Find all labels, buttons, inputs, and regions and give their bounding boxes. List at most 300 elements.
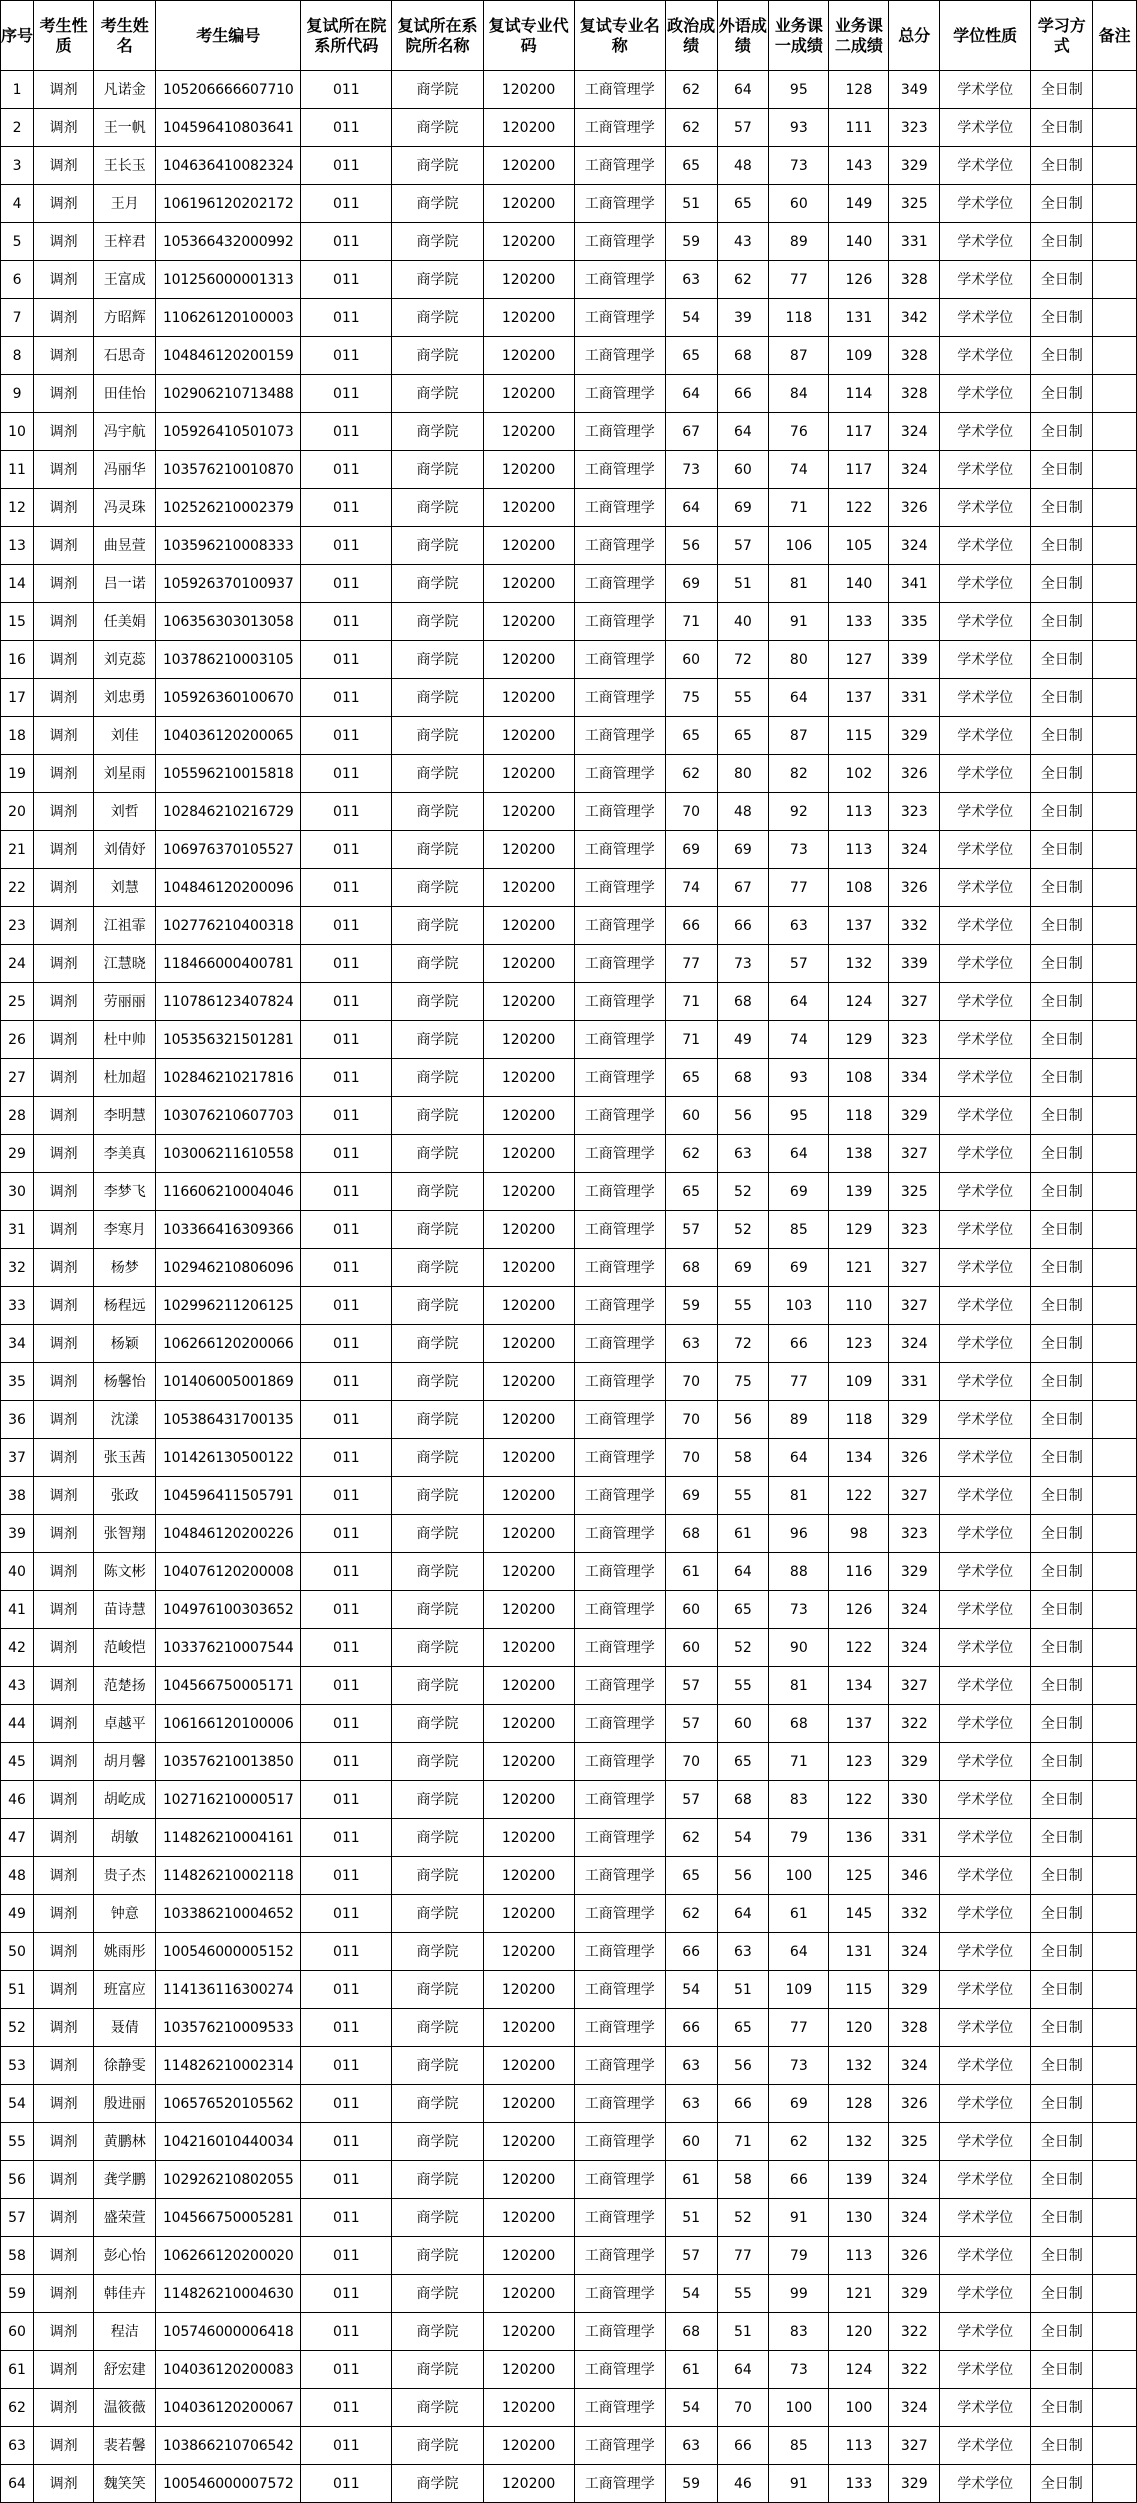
cell-course1: 74 (769, 1021, 829, 1059)
cell-politics: 65 (665, 1059, 717, 1097)
cell-seq: 42 (1, 1629, 34, 1667)
cell-seq: 35 (1, 1363, 34, 1401)
cell-major-code: 120200 (483, 1629, 574, 1667)
cell-language: 66 (717, 2427, 769, 2465)
cell-seq: 21 (1, 831, 34, 869)
cell-id: 104636410082324 (156, 147, 301, 185)
cell-dept-code: 011 (301, 1173, 392, 1211)
cell-degree: 学术学位 (940, 679, 1031, 717)
cell-dept-code: 011 (301, 717, 392, 755)
cell-dept-name: 商学院 (392, 1971, 483, 2009)
cell-type: 调剂 (34, 1705, 94, 1743)
cell-politics: 70 (665, 793, 717, 831)
cell-course1: 77 (769, 261, 829, 299)
cell-course2: 122 (829, 1781, 889, 1819)
cell-course1: 91 (769, 603, 829, 641)
cell-remarks (1093, 679, 1137, 717)
cell-mode: 全日制 (1031, 1287, 1093, 1325)
cell-degree: 学术学位 (940, 1135, 1031, 1173)
cell-major-name: 工商管理学 (574, 2085, 665, 2123)
cell-name: 殷进丽 (94, 2085, 156, 2123)
cell-id: 106166120100006 (156, 1705, 301, 1743)
cell-type: 调剂 (34, 1021, 94, 1059)
cell-total: 325 (889, 2123, 940, 2161)
cell-remarks (1093, 603, 1137, 641)
cell-remarks (1093, 907, 1137, 945)
cell-seq: 57 (1, 2199, 34, 2237)
cell-degree: 学术学位 (940, 603, 1031, 641)
cell-type: 调剂 (34, 71, 94, 109)
cell-remarks (1093, 1249, 1137, 1287)
cell-remarks (1093, 1895, 1137, 1933)
cell-politics: 66 (665, 907, 717, 945)
cell-mode: 全日制 (1031, 717, 1093, 755)
cell-major-name: 工商管理学 (574, 1477, 665, 1515)
cell-id: 103786210003105 (156, 641, 301, 679)
cell-mode: 全日制 (1031, 1667, 1093, 1705)
cell-id: 106266120200020 (156, 2237, 301, 2275)
cell-total: 329 (889, 1553, 940, 1591)
cell-seq: 17 (1, 679, 34, 717)
cell-course1: 77 (769, 869, 829, 907)
cell-id: 102716210000517 (156, 1781, 301, 1819)
cell-degree: 学术学位 (940, 907, 1031, 945)
cell-politics: 62 (665, 1819, 717, 1857)
cell-remarks (1093, 2009, 1137, 2047)
cell-politics: 65 (665, 147, 717, 185)
cell-degree: 学术学位 (940, 755, 1031, 793)
cell-degree: 学术学位 (940, 983, 1031, 1021)
table-body (1, 71, 1137, 2503)
table-row (1, 755, 1137, 793)
cell-type: 调剂 (34, 983, 94, 1021)
cell-major-name: 工商管理学 (574, 1401, 665, 1439)
cell-language: 55 (717, 679, 769, 717)
cell-mode: 全日制 (1031, 603, 1093, 641)
cell-degree: 学术学位 (940, 2161, 1031, 2199)
cell-dept-name: 商学院 (392, 1819, 483, 1857)
cell-type: 调剂 (34, 489, 94, 527)
table-row (1, 1629, 1137, 1667)
cell-dept-code: 011 (301, 1629, 392, 1667)
cell-degree: 学术学位 (940, 1781, 1031, 1819)
table-row (1, 1667, 1137, 1705)
cell-remarks (1093, 831, 1137, 869)
cell-course1: 68 (769, 1705, 829, 1743)
cell-major-code: 120200 (483, 717, 574, 755)
table-row (1, 413, 1137, 451)
cell-dept-code: 011 (301, 1325, 392, 1363)
cell-dept-name: 商学院 (392, 1933, 483, 1971)
cell-major-code: 120200 (483, 1743, 574, 1781)
cell-dept-name: 商学院 (392, 185, 483, 223)
cell-politics: 63 (665, 1325, 717, 1363)
cell-course1: 88 (769, 1553, 829, 1591)
table-row (1, 337, 1137, 375)
cell-mode: 全日制 (1031, 1857, 1093, 1895)
cell-course2: 134 (829, 1667, 889, 1705)
cell-name: 范楚扬 (94, 1667, 156, 1705)
cell-major-code: 120200 (483, 1857, 574, 1895)
cell-degree: 学术学位 (940, 1591, 1031, 1629)
cell-seq: 8 (1, 337, 34, 375)
cell-major-name: 工商管理学 (574, 375, 665, 413)
cell-major-name: 工商管理学 (574, 1325, 665, 1363)
cell-seq: 39 (1, 1515, 34, 1553)
cell-language: 73 (717, 945, 769, 983)
cell-type: 调剂 (34, 717, 94, 755)
cell-major-name: 工商管理学 (574, 185, 665, 223)
cell-language: 70 (717, 2389, 769, 2427)
cell-major-name: 工商管理学 (574, 603, 665, 641)
cell-dept-name: 商学院 (392, 2047, 483, 2085)
cell-major-code: 120200 (483, 907, 574, 945)
cell-dept-name: 商学院 (392, 223, 483, 261)
cell-seq: 26 (1, 1021, 34, 1059)
cell-id: 114826210004630 (156, 2275, 301, 2313)
cell-major-code: 120200 (483, 527, 574, 565)
cell-dept-code: 011 (301, 1857, 392, 1895)
cell-course1: 73 (769, 147, 829, 185)
cell-type: 调剂 (34, 1059, 94, 1097)
cell-id: 102926210802055 (156, 2161, 301, 2199)
cell-total: 329 (889, 717, 940, 755)
cell-dept-name: 商学院 (392, 1249, 483, 1287)
cell-dept-code: 011 (301, 1781, 392, 1819)
cell-type: 调剂 (34, 2085, 94, 2123)
cell-course1: 73 (769, 1591, 829, 1629)
cell-degree: 学术学位 (940, 1021, 1031, 1059)
table-row (1, 869, 1137, 907)
table-row (1, 831, 1137, 869)
cell-degree: 学术学位 (940, 1933, 1031, 1971)
cell-politics: 77 (665, 945, 717, 983)
cell-language: 68 (717, 983, 769, 1021)
cell-degree: 学术学位 (940, 489, 1031, 527)
cell-major-name: 工商管理学 (574, 1591, 665, 1629)
cell-id: 110786123407824 (156, 983, 301, 1021)
cell-remarks (1093, 1743, 1137, 1781)
table-row (1, 375, 1137, 413)
cell-type: 调剂 (34, 1667, 94, 1705)
cell-name: 冯灵珠 (94, 489, 156, 527)
table-row (1, 1325, 1137, 1363)
cell-seq: 13 (1, 527, 34, 565)
cell-total: 326 (889, 2237, 940, 2275)
cell-course2: 108 (829, 869, 889, 907)
cell-language: 61 (717, 1515, 769, 1553)
cell-id: 106976370105527 (156, 831, 301, 869)
cell-major-name: 工商管理学 (574, 679, 665, 717)
cell-type: 调剂 (34, 1743, 94, 1781)
cell-major-name: 工商管理学 (574, 869, 665, 907)
cell-id: 104036120200083 (156, 2351, 301, 2389)
cell-type: 调剂 (34, 527, 94, 565)
cell-dept-name: 商学院 (392, 1629, 483, 1667)
cell-name: 刘佳 (94, 717, 156, 755)
cell-mode: 全日制 (1031, 451, 1093, 489)
cell-major-code: 120200 (483, 185, 574, 223)
cell-dept-name: 商学院 (392, 299, 483, 337)
cell-degree: 学术学位 (940, 2237, 1031, 2275)
cell-name: 张智翔 (94, 1515, 156, 1553)
cell-major-name: 工商管理学 (574, 1819, 665, 1857)
cell-degree: 学术学位 (940, 299, 1031, 337)
cell-course1: 103 (769, 1287, 829, 1325)
cell-mode: 全日制 (1031, 2351, 1093, 2389)
cell-major-code: 120200 (483, 2351, 574, 2389)
cell-dept-name: 商学院 (392, 261, 483, 299)
cell-major-name: 工商管理学 (574, 261, 665, 299)
cell-name: 曲昱萱 (94, 527, 156, 565)
cell-politics: 71 (665, 603, 717, 641)
table-row (1, 2009, 1137, 2047)
cell-major-name: 工商管理学 (574, 1211, 665, 1249)
cell-major-name: 工商管理学 (574, 2313, 665, 2351)
cell-major-code: 120200 (483, 603, 574, 641)
cell-major-name: 工商管理学 (574, 1895, 665, 1933)
cell-language: 80 (717, 755, 769, 793)
table-row (1, 2351, 1137, 2389)
cell-name: 李明慧 (94, 1097, 156, 1135)
cell-major-code: 120200 (483, 1173, 574, 1211)
cell-id: 104566750005281 (156, 2199, 301, 2237)
cell-language: 65 (717, 717, 769, 755)
cell-remarks (1093, 1211, 1137, 1249)
cell-major-code: 120200 (483, 1401, 574, 1439)
cell-course1: 83 (769, 2313, 829, 2351)
cell-language: 64 (717, 1553, 769, 1591)
cell-course1: 69 (769, 2085, 829, 2123)
cell-degree: 学术学位 (940, 641, 1031, 679)
cell-dept-code: 011 (301, 2389, 392, 2427)
cell-major-code: 120200 (483, 451, 574, 489)
cell-major-name: 工商管理学 (574, 1857, 665, 1895)
cell-mode: 全日制 (1031, 1211, 1093, 1249)
cell-major-name: 工商管理学 (574, 2237, 665, 2275)
cell-mode: 全日制 (1031, 983, 1093, 1021)
cell-major-name: 工商管理学 (574, 983, 665, 1021)
cell-course2: 120 (829, 2009, 889, 2047)
cell-major-code: 120200 (483, 1097, 574, 1135)
cell-language: 39 (717, 299, 769, 337)
cell-type: 调剂 (34, 1553, 94, 1591)
cell-degree: 学术学位 (940, 1629, 1031, 1667)
cell-major-code: 120200 (483, 1021, 574, 1059)
cell-type: 调剂 (34, 147, 94, 185)
cell-dept-name: 商学院 (392, 1325, 483, 1363)
cell-name: 吕一诺 (94, 565, 156, 603)
cell-dept-code: 011 (301, 831, 392, 869)
cell-dept-name: 商学院 (392, 869, 483, 907)
cell-remarks (1093, 1705, 1137, 1743)
cell-name: 龚学鹏 (94, 2161, 156, 2199)
cell-politics: 60 (665, 1629, 717, 1667)
cell-language: 64 (717, 413, 769, 451)
cell-major-name: 工商管理学 (574, 1933, 665, 1971)
cell-id: 105206666607710 (156, 71, 301, 109)
header-dept-name: 复试所在系院所名称 (392, 1, 483, 71)
cell-major-name: 工商管理学 (574, 2047, 665, 2085)
cell-language: 51 (717, 1971, 769, 2009)
table-row (1, 2389, 1137, 2427)
table-row (1, 1819, 1137, 1857)
cell-language: 68 (717, 337, 769, 375)
cell-seq: 5 (1, 223, 34, 261)
cell-dept-name: 商学院 (392, 451, 483, 489)
cell-major-name: 工商管理学 (574, 2161, 665, 2199)
cell-course2: 121 (829, 2275, 889, 2313)
cell-dept-name: 商学院 (392, 2275, 483, 2313)
cell-course2: 139 (829, 1173, 889, 1211)
cell-mode: 全日制 (1031, 1629, 1093, 1667)
cell-course1: 64 (769, 1439, 829, 1477)
cell-remarks (1093, 945, 1137, 983)
cell-total: 324 (889, 527, 940, 565)
cell-id: 104846120200159 (156, 337, 301, 375)
cell-remarks (1093, 1173, 1137, 1211)
cell-language: 60 (717, 451, 769, 489)
cell-course1: 63 (769, 907, 829, 945)
cell-course1: 91 (769, 2199, 829, 2237)
cell-degree: 学术学位 (940, 337, 1031, 375)
cell-mode: 全日制 (1031, 755, 1093, 793)
cell-degree: 学术学位 (940, 1287, 1031, 1325)
cell-major-code: 120200 (483, 2085, 574, 2123)
cell-course1: 73 (769, 2351, 829, 2389)
cell-dept-code: 011 (301, 527, 392, 565)
cell-major-name: 工商管理学 (574, 2427, 665, 2465)
cell-major-name: 工商管理学 (574, 527, 665, 565)
cell-course1: 71 (769, 489, 829, 527)
cell-mode: 全日制 (1031, 1705, 1093, 1743)
cell-language: 64 (717, 1895, 769, 1933)
cell-course2: 136 (829, 1819, 889, 1857)
cell-mode: 全日制 (1031, 413, 1093, 451)
cell-dept-name: 商学院 (392, 907, 483, 945)
cell-dept-name: 商学院 (392, 109, 483, 147)
cell-remarks (1093, 2085, 1137, 2123)
cell-type: 调剂 (34, 603, 94, 641)
cell-degree: 学术学位 (940, 71, 1031, 109)
cell-seq: 50 (1, 1933, 34, 1971)
cell-major-code: 120200 (483, 2161, 574, 2199)
cell-dept-name: 商学院 (392, 527, 483, 565)
cell-remarks (1093, 869, 1137, 907)
cell-id: 104076120200008 (156, 1553, 301, 1591)
cell-type: 调剂 (34, 1325, 94, 1363)
cell-type: 调剂 (34, 907, 94, 945)
cell-mode: 全日制 (1031, 261, 1093, 299)
cell-language: 68 (717, 1059, 769, 1097)
cell-total: 323 (889, 109, 940, 147)
table-row (1, 1363, 1137, 1401)
cell-id: 104596410803641 (156, 109, 301, 147)
table-row (1, 451, 1137, 489)
cell-name: 张政 (94, 1477, 156, 1515)
cell-politics: 54 (665, 1971, 717, 2009)
table-row (1, 679, 1137, 717)
cell-type: 调剂 (34, 755, 94, 793)
cell-politics: 54 (665, 2389, 717, 2427)
cell-degree: 学术学位 (940, 109, 1031, 147)
cell-politics: 65 (665, 337, 717, 375)
cell-remarks (1093, 565, 1137, 603)
cell-remarks (1093, 1097, 1137, 1135)
cell-politics: 54 (665, 299, 717, 337)
cell-major-code: 120200 (483, 413, 574, 451)
cell-remarks (1093, 1059, 1137, 1097)
cell-total: 324 (889, 1325, 940, 1363)
cell-mode: 全日制 (1031, 2237, 1093, 2275)
cell-mode: 全日制 (1031, 185, 1093, 223)
cell-dept-name: 商学院 (392, 1895, 483, 1933)
cell-dept-name: 商学院 (392, 2199, 483, 2237)
cell-language: 75 (717, 1363, 769, 1401)
cell-major-name: 工商管理学 (574, 831, 665, 869)
cell-dept-code: 011 (301, 2313, 392, 2351)
cell-dept-name: 商学院 (392, 1439, 483, 1477)
table-row (1, 907, 1137, 945)
cell-course1: 95 (769, 71, 829, 109)
cell-mode: 全日制 (1031, 375, 1093, 413)
header-course1: 业务课一成绩 (769, 1, 829, 71)
cell-degree: 学术学位 (940, 223, 1031, 261)
cell-name: 任美娟 (94, 603, 156, 641)
cell-degree: 学术学位 (940, 2427, 1031, 2465)
cell-total: 324 (889, 2047, 940, 2085)
cell-name: 李寒月 (94, 1211, 156, 1249)
cell-major-name: 工商管理学 (574, 793, 665, 831)
cell-major-code: 120200 (483, 945, 574, 983)
cell-major-name: 工商管理学 (574, 299, 665, 337)
cell-type: 调剂 (34, 223, 94, 261)
cell-course1: 118 (769, 299, 829, 337)
cell-dept-name: 商学院 (392, 831, 483, 869)
table-row (1, 2199, 1137, 2237)
cell-language: 58 (717, 2161, 769, 2199)
cell-major-name: 工商管理学 (574, 1173, 665, 1211)
cell-type: 调剂 (34, 1857, 94, 1895)
cell-course2: 126 (829, 1591, 889, 1629)
cell-id: 105386431700135 (156, 1401, 301, 1439)
cell-total: 326 (889, 2085, 940, 2123)
cell-mode: 全日制 (1031, 1515, 1093, 1553)
cell-language: 54 (717, 1819, 769, 1857)
cell-mode: 全日制 (1031, 1971, 1093, 2009)
cell-dept-code: 011 (301, 641, 392, 679)
cell-name: 胡敏 (94, 1819, 156, 1857)
table-row (1, 1781, 1137, 1819)
cell-politics: 62 (665, 1895, 717, 1933)
cell-dept-name: 商学院 (392, 565, 483, 603)
table-row (1, 1971, 1137, 2009)
cell-course1: 73 (769, 2047, 829, 2085)
cell-major-name: 工商管理学 (574, 1059, 665, 1097)
cell-course2: 113 (829, 2237, 889, 2275)
cell-mode: 全日制 (1031, 527, 1093, 565)
cell-dept-name: 商学院 (392, 2085, 483, 2123)
cell-degree: 学术学位 (940, 413, 1031, 451)
cell-remarks (1093, 1667, 1137, 1705)
cell-id: 104216010440034 (156, 2123, 301, 2161)
header-degree: 学位性质 (940, 1, 1031, 71)
cell-degree: 学术学位 (940, 717, 1031, 755)
cell-major-code: 120200 (483, 1439, 574, 1477)
cell-course1: 100 (769, 2389, 829, 2427)
cell-dept-name: 商学院 (392, 1515, 483, 1553)
header-major-name: 复试专业名称 (574, 1, 665, 71)
